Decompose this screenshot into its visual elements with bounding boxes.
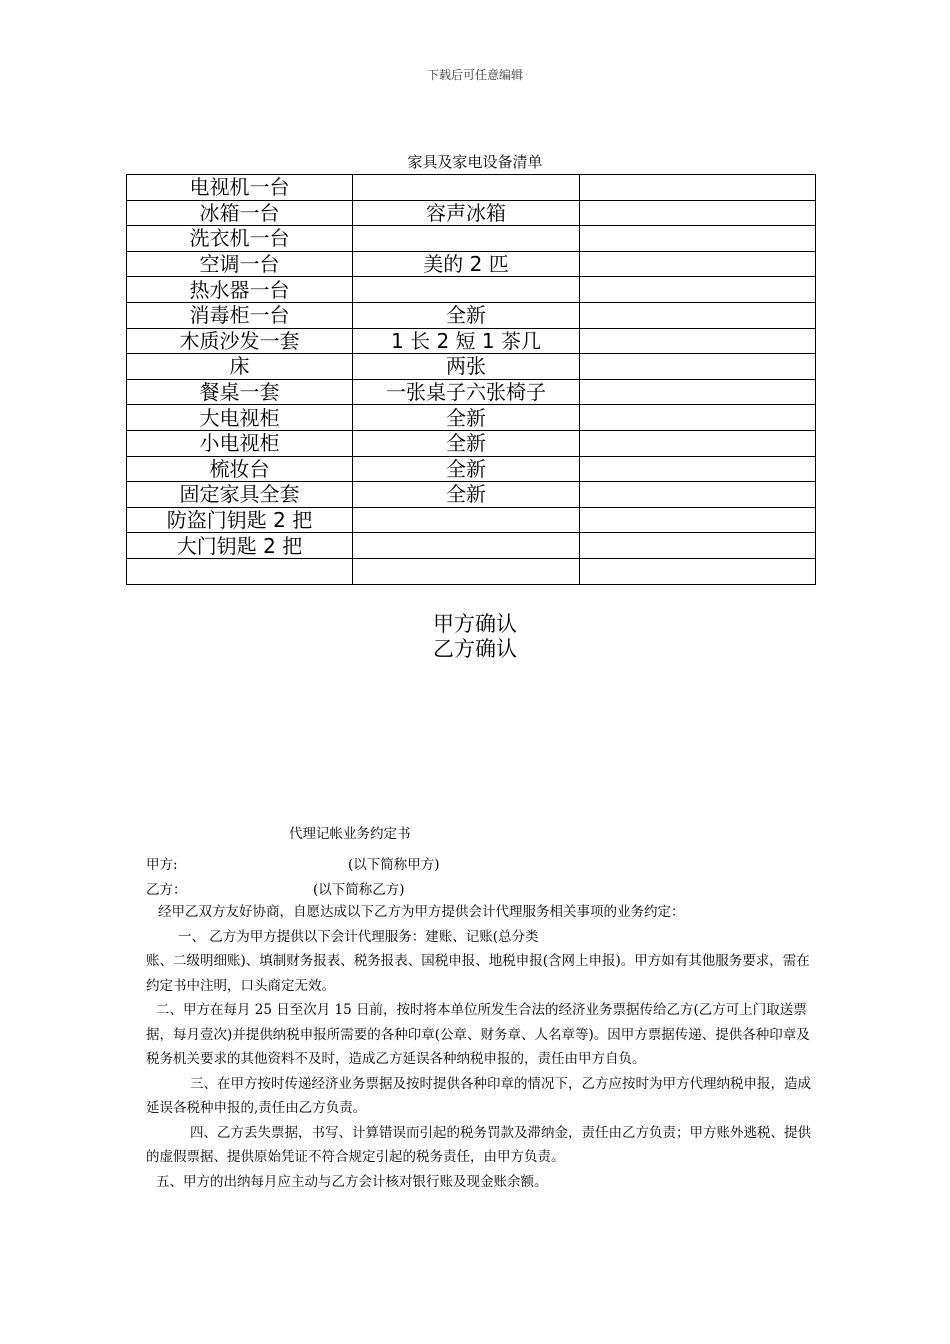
item-name-cell: 梳妆台 [127, 456, 353, 482]
party-a-line [146, 853, 440, 873]
inventory-row [127, 533, 816, 559]
item-name-cell: 大门钥匙 2 把 [127, 533, 353, 559]
inventory-table [126, 174, 816, 585]
item-note-cell: 全新 [353, 405, 580, 431]
header-note: 下载后可任意编辑 [426, 68, 523, 82]
item-extra-cell [580, 277, 816, 303]
item-name-cell: 消毒柜一台 [127, 302, 353, 328]
item-name-cell: 热水器一台 [127, 277, 353, 303]
inventory-row [127, 302, 816, 328]
party-b-label: 乙方： [146, 882, 187, 898]
item-extra-cell [580, 251, 816, 277]
party-b-line [146, 878, 405, 898]
inventory-row [127, 405, 816, 431]
clause-4: 四、乙方丢失票据，书写、计算错误而引起的税务罚款及滞纳金，责任由乙方负责；甲方账外逃税、提供的虚假票据、提供原始凭证不符合规定引起的税务责任，由甲方负责。 [146, 1124, 811, 1165]
item-name-cell: 电视机一台 [127, 175, 353, 201]
agreement-title: 代理记帐业务约定书 [289, 826, 411, 842]
item-extra-cell [580, 175, 816, 201]
item-extra-cell [580, 200, 816, 226]
item-name-cell: 床 [127, 354, 353, 380]
party-b-confirm: 乙方确认 [433, 637, 517, 661]
item-extra-cell [580, 482, 816, 508]
party-a-confirm: 甲方确认 [433, 612, 517, 636]
inventory-row [127, 226, 816, 252]
item-extra-cell [580, 226, 816, 252]
item-name-cell: 木质沙发一套 [127, 328, 353, 354]
inventory-row [127, 328, 816, 354]
item-note-cell [353, 226, 580, 252]
inventory-row [127, 379, 816, 405]
clause-2: 二、甲方在每月 25 日至次月 15 日前，按时将本单位所发生合法的经济业务票据传给乙方(乙方可上门取送票据，每月壹次)并提供纳税申报所需要的各种印章(公章、财务章、人名章等)。因甲方票据传递、提供各种印章及税务机关要求的其他资料不及时，造成乙方延误各种纳税申报的，责任由甲方自负。 [146, 1002, 810, 1067]
item-note-cell [353, 533, 580, 559]
item-note-cell: 容声冰箱 [353, 200, 580, 226]
inventory-row [127, 354, 816, 380]
item-name-cell: 洗衣机一台 [127, 226, 353, 252]
item-note-cell [353, 507, 580, 533]
party-a-label: 甲方: [146, 857, 178, 873]
item-name-cell: 大电视柜 [127, 405, 353, 431]
item-note-cell: 全新 [353, 482, 580, 508]
item-name-cell: 固定家具全套 [127, 482, 353, 508]
inventory-row [127, 430, 816, 456]
item-note-cell: 全新 [353, 430, 580, 456]
item-extra-cell [580, 430, 816, 456]
item-note-cell [353, 175, 580, 201]
inventory-row [127, 277, 816, 303]
item-note-cell: 美的 2 匹 [353, 251, 580, 277]
agreement-body [146, 900, 816, 1194]
item-extra-cell [580, 379, 816, 405]
party-b-note: (以下简称乙方) [313, 882, 405, 898]
item-name-cell: 餐桌一套 [127, 379, 353, 405]
item-note-cell: 全新 [353, 456, 580, 482]
item-name-cell: 小电视柜 [127, 430, 353, 456]
clause-1-rest: 账、二级明细账)、填制财务报表、税务报表、国税申报、地税申报(含网上申报)。甲方如有其他服务要求，需在约定书中注明，口头商定无效。 [146, 953, 810, 994]
inventory-row [127, 482, 816, 508]
item-extra-cell [580, 302, 816, 328]
item-note-cell: 一张桌子六张椅子 [353, 379, 580, 405]
item-note-cell: 全新 [353, 302, 580, 328]
item-extra-cell [580, 558, 816, 584]
agreement-intro: 经甲乙双方友好协商，自愿达成以下乙方为甲方提供会计代理服务相关事项的业务约定： [158, 904, 685, 920]
item-extra-cell [580, 405, 816, 431]
item-name-cell: 防盗门钥匙 2 把 [127, 507, 353, 533]
inventory-row [127, 175, 816, 201]
inventory-row [127, 507, 816, 533]
clause-3: 三、在甲方按时传递经济业务票据及按时提供各种印章的情况下，乙方应按时为甲方代理纳税申报，造成延误各税种申报的,责任由乙方负责。 [146, 1075, 811, 1116]
item-note-cell: 两张 [353, 354, 580, 380]
item-extra-cell [580, 354, 816, 380]
clause-1-first-line: 一、 乙方为甲方提供以下会计代理服务：建账、记账(总分类 [178, 928, 539, 945]
inventory-row [127, 200, 816, 226]
item-note-cell: 1 长 2 短 1 茶几 [353, 328, 580, 354]
item-name-cell: 空调一台 [127, 251, 353, 277]
item-note-cell [353, 277, 580, 303]
item-name-cell [127, 558, 353, 584]
item-extra-cell [580, 507, 816, 533]
party-a-note: (以下简称甲方) [348, 857, 440, 873]
inventory-row [127, 251, 816, 277]
item-extra-cell [580, 328, 816, 354]
inventory-row [127, 456, 816, 482]
clause-5: 五、甲方的出纳每月应主动与乙方会计核对银行账及现金账余额。 [156, 1173, 548, 1190]
inventory-row [127, 558, 816, 584]
item-extra-cell [580, 456, 816, 482]
item-extra-cell [580, 533, 816, 559]
inventory-title: 家具及家电设备清单 [407, 153, 543, 171]
item-name-cell: 冰箱一台 [127, 200, 353, 226]
item-note-cell [353, 558, 580, 584]
